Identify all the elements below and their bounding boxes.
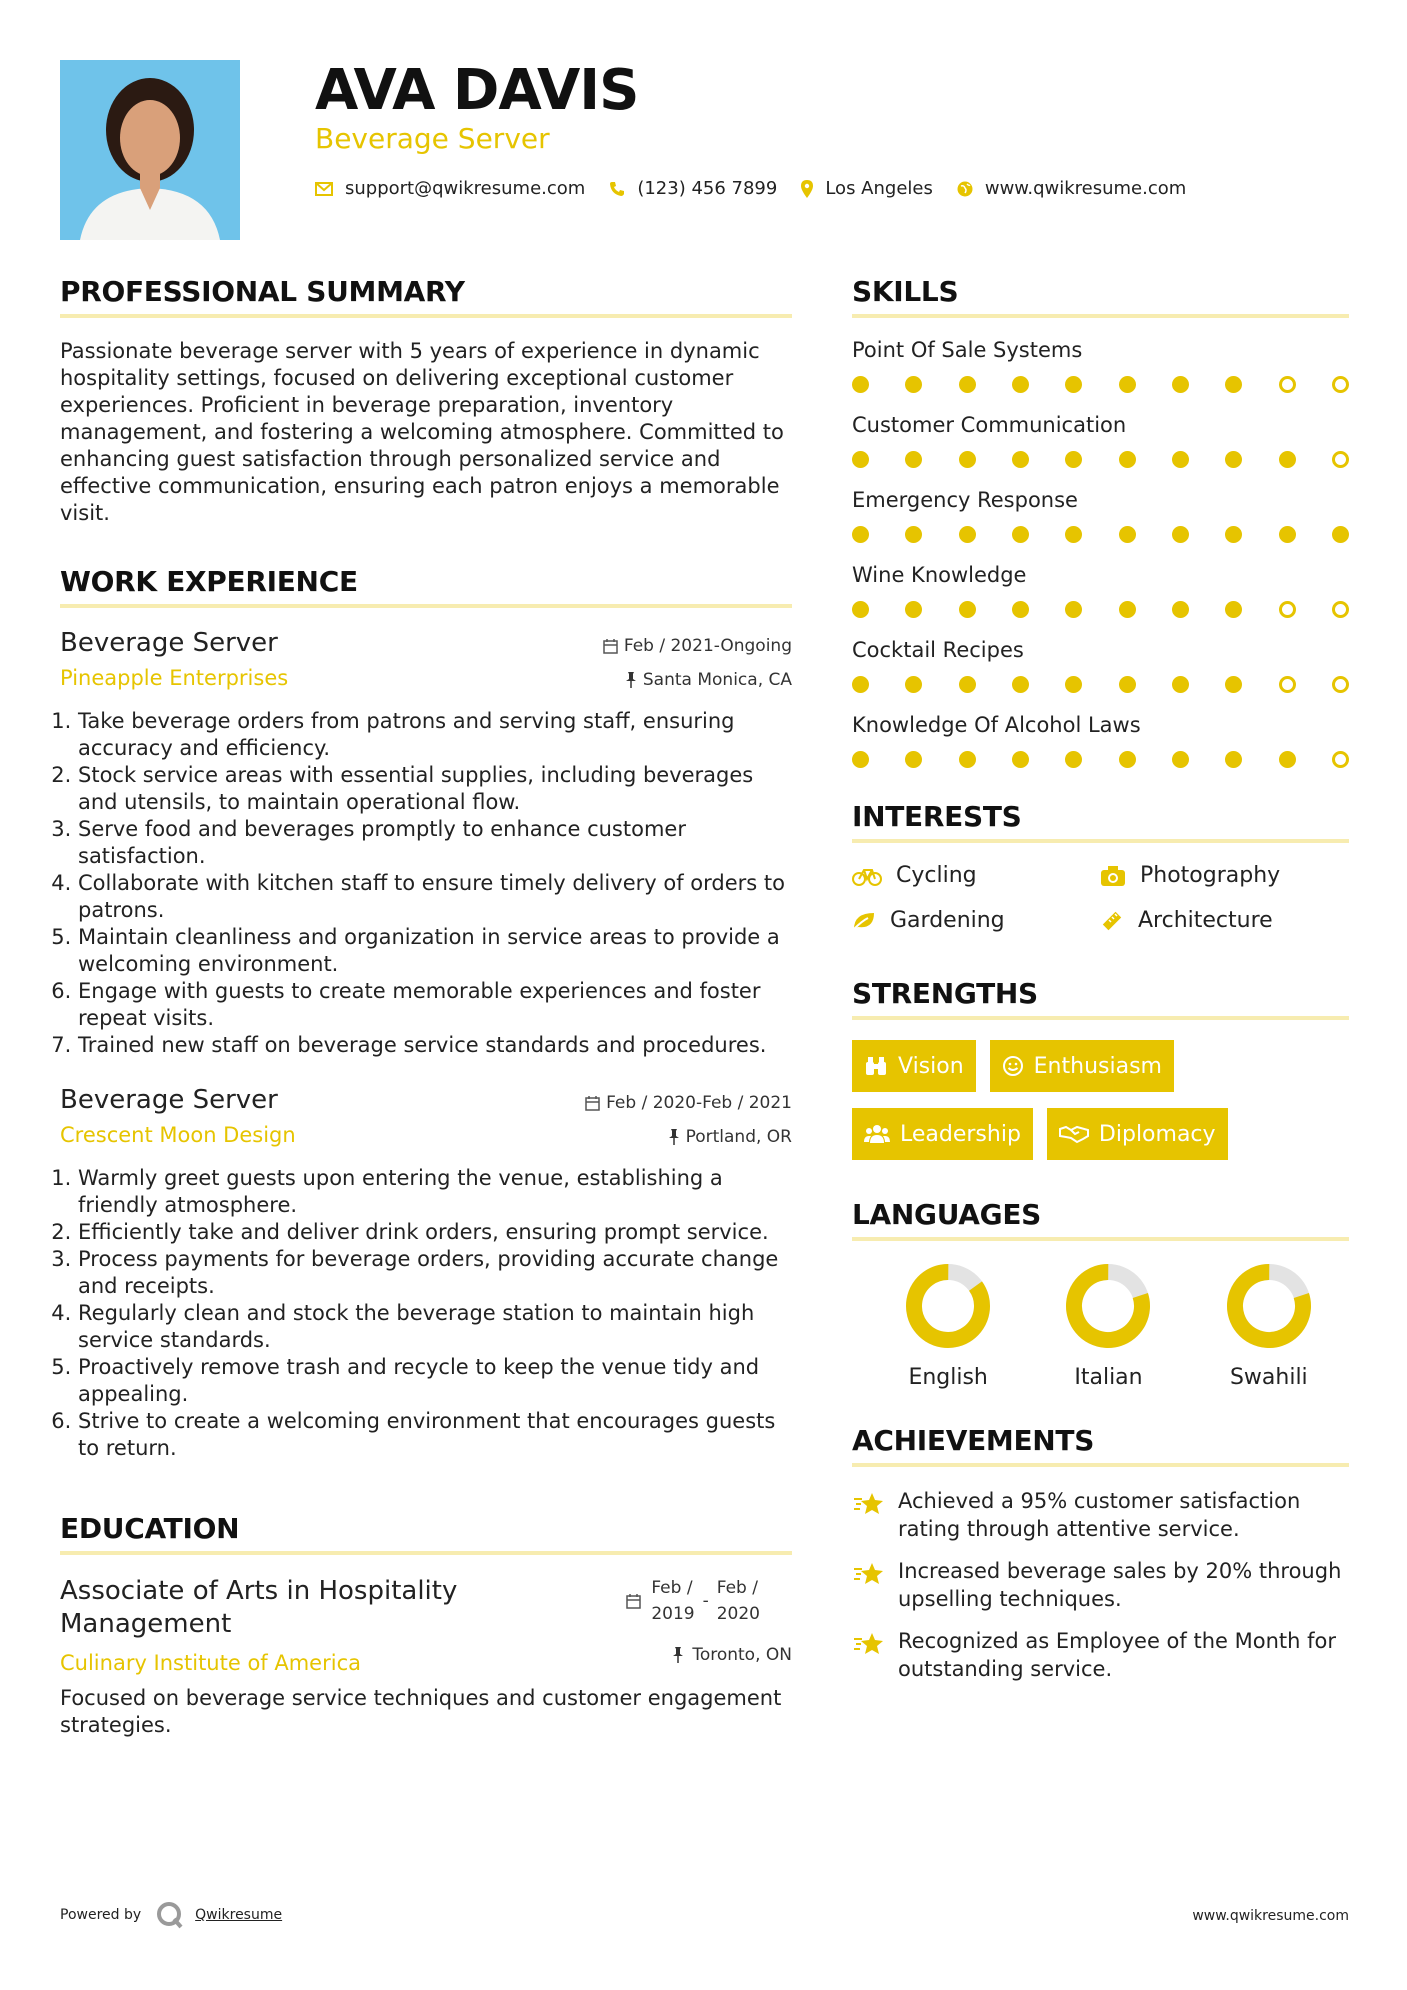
- skills-section: [852, 275, 1349, 768]
- achievements-heading: ACHIEVEMENTS: [852, 1424, 1349, 1467]
- rating-dot-filled: [1119, 376, 1136, 393]
- rating-dot-filled: [905, 676, 922, 693]
- left-column: [60, 275, 792, 1739]
- interests-heading: INTERESTS: [852, 800, 1349, 843]
- language-name: Swahili: [1229, 1365, 1308, 1390]
- rating-dot-filled: [1225, 601, 1242, 618]
- rating-dot-filled: [1172, 751, 1189, 768]
- education-location: Toronto, ON: [672, 1645, 792, 1665]
- achievement-item: Recognized as Employee of the Month for outstanding service.: [852, 1627, 1349, 1683]
- contact-email[interactable]: support@qwikresume.com: [315, 178, 585, 199]
- job-company: Pineapple Enterprises: [60, 666, 289, 690]
- list-item: 5. Maintain cleanliness and organization in service areas to provide a welcoming environment.: [78, 924, 792, 978]
- rating-dot-filled: [959, 676, 976, 693]
- pushpin-icon: [625, 672, 637, 688]
- language-item: [868, 1261, 1028, 1390]
- rating-dot-empty: [1279, 601, 1296, 618]
- skill-name: Wine Knowledge: [852, 563, 1027, 587]
- rating-dot-filled: [1065, 451, 1082, 468]
- rating-dot-filled: [1172, 676, 1189, 693]
- interest-item: Cycling: [852, 863, 1100, 888]
- job-location: Portland, OR: [668, 1127, 792, 1147]
- strength-badge: Leadership: [852, 1108, 1033, 1160]
- job-entry: [60, 628, 792, 1059]
- rating-dot-filled: [1065, 751, 1082, 768]
- contact-bar: [315, 178, 1210, 199]
- job-company: Crescent Moon Design: [60, 1123, 296, 1147]
- list-item: 7. Trained new staff on beverage service standards and procedures.: [78, 1032, 792, 1059]
- language-ring: [1063, 1261, 1153, 1351]
- ruler-icon: [1100, 909, 1124, 933]
- rating-dot-filled: [1172, 526, 1189, 543]
- rating-dot-filled: [852, 751, 869, 768]
- pushpin-icon: [672, 1647, 684, 1663]
- rating-dot-filled: [1332, 526, 1349, 543]
- rating-dot-filled: [1012, 676, 1029, 693]
- rating-dot-empty: [1332, 451, 1349, 468]
- rating-dot-filled: [1012, 526, 1029, 543]
- pushpin-icon: [668, 1129, 680, 1145]
- interest-item: Architecture: [1100, 908, 1348, 933]
- star-icon: [852, 1561, 886, 1587]
- rating-dot-filled: [905, 376, 922, 393]
- rating-dot-filled: [959, 451, 976, 468]
- contact-website[interactable]: www.qwikresume.com: [957, 178, 1186, 199]
- skill-rating: [852, 526, 1349, 543]
- summary-text: Passionate beverage server with 5 years of experience in dynamic hospitality settings, focused on delivering exceptional customer experiences. Proficient in beverage preparation, inventory management, and fostering a welcoming atmosphere. Committed to enhancing guest satisfaction through personalized service and effective communication, ensuring each patron enjoys a memorable visit.: [60, 339, 784, 525]
- rating-dot-filled: [1065, 676, 1082, 693]
- skill-name: Point Of Sale Systems: [852, 338, 1083, 362]
- star-icon: [852, 1631, 886, 1657]
- summary-heading: PROFESSIONAL SUMMARY: [60, 275, 792, 318]
- list-item: 6. Strive to create a welcoming environment that encourages guests to return.: [78, 1408, 792, 1462]
- rating-dot-filled: [1012, 376, 1029, 393]
- users-icon: [864, 1124, 890, 1144]
- strength-badge: Vision: [852, 1040, 976, 1092]
- strength-badge: Diplomacy: [1047, 1108, 1228, 1160]
- rating-dot-filled: [905, 601, 922, 618]
- skill-item: [852, 713, 1349, 768]
- skill-rating: [852, 751, 1349, 768]
- list-item: 2. Stock service areas with essential supplies, including beverages and utensils, to maintain operational flow.: [78, 762, 792, 816]
- contact-location: Los Angeles: [801, 178, 933, 199]
- interests-section: [852, 800, 1349, 933]
- smile-icon: [1002, 1055, 1024, 1077]
- envelope-icon: [315, 182, 333, 196]
- language-ring: [1224, 1261, 1314, 1351]
- rating-dot-filled: [905, 451, 922, 468]
- rating-dot-filled: [1279, 526, 1296, 543]
- profile-photo: [60, 60, 240, 240]
- rating-dot-filled: [1119, 751, 1136, 768]
- rating-dot-filled: [1065, 601, 1082, 618]
- rating-dot-filled: [852, 451, 869, 468]
- rating-dot-filled: [959, 526, 976, 543]
- language-item: [1028, 1261, 1188, 1390]
- list-item: 6. Engage with guests to create memorable experiences and foster repeat visits.: [78, 978, 792, 1032]
- summary-section: [60, 275, 792, 527]
- list-item: 2. Efficiently take and deliver drink orders, ensuring prompt service.: [78, 1219, 792, 1246]
- interest-item: Photography: [1100, 863, 1348, 888]
- job-duties: [60, 1165, 792, 1462]
- rating-dot-filled: [1172, 601, 1189, 618]
- education-dates: Feb / 2019 - Feb / 2020: [626, 1575, 760, 1627]
- job-date: Feb / 2021-Ongoing: [603, 636, 792, 656]
- candidate-title: Beverage Server: [315, 122, 550, 155]
- language-item: [1189, 1261, 1349, 1390]
- list-item: 1. Take beverage orders from patrons and serving staff, ensuring accuracy and efficiency.: [78, 708, 792, 762]
- interest-item: Gardening: [852, 908, 1100, 933]
- rating-dot-filled: [1225, 376, 1242, 393]
- rating-dot-filled: [1225, 676, 1242, 693]
- qwikresume-link[interactable]: Qwikresume: [195, 1907, 283, 1923]
- calendar-icon: [585, 1096, 600, 1111]
- job-entry: [60, 1085, 792, 1462]
- skill-name: Emergency Response: [852, 488, 1078, 512]
- rating-dot-filled: [852, 676, 869, 693]
- skill-rating: [852, 601, 1349, 618]
- skills-heading: SKILLS: [852, 275, 1349, 318]
- skill-name: Knowledge Of Alcohol Laws: [852, 713, 1141, 737]
- experience-heading: WORK EXPERIENCE: [60, 565, 792, 608]
- rating-dot-empty: [1279, 376, 1296, 393]
- job-title: Beverage Server: [60, 628, 278, 658]
- languages-heading: LANGUAGES: [852, 1198, 1349, 1241]
- language-ring-fill: [903, 1261, 993, 1351]
- strengths-heading: STRENGTHS: [852, 977, 1349, 1020]
- skill-item: [852, 638, 1349, 693]
- rating-dot-filled: [1225, 751, 1242, 768]
- rating-dot-filled: [1279, 451, 1296, 468]
- skill-item: [852, 413, 1349, 468]
- rating-dot-filled: [1119, 676, 1136, 693]
- job-location: Santa Monica, CA: [625, 670, 792, 690]
- strengths-section: [852, 977, 1349, 1160]
- footer-powered-by: Powered by Qwikresume: [60, 1900, 282, 1930]
- rating-dot-filled: [1012, 451, 1029, 468]
- rating-dot-filled: [1172, 451, 1189, 468]
- rating-dot-filled: [905, 526, 922, 543]
- rating-dot-filled: [852, 601, 869, 618]
- star-icon: [852, 1491, 886, 1517]
- rating-dot-empty: [1332, 376, 1349, 393]
- degree-title: Associate of Arts in Hospitality Management: [60, 1576, 458, 1639]
- skill-rating: [852, 376, 1349, 393]
- rating-dot-filled: [852, 526, 869, 543]
- rating-dot-filled: [1225, 526, 1242, 543]
- rating-dot-empty: [1279, 676, 1296, 693]
- rating-dot-filled: [959, 376, 976, 393]
- list-item: 5. Proactively remove trash and recycle to keep the venue tidy and appealing.: [78, 1354, 792, 1408]
- experience-section: [60, 565, 792, 1462]
- camera-icon: [1100, 865, 1126, 887]
- skill-item: [852, 338, 1349, 393]
- rating-dot-filled: [905, 751, 922, 768]
- map-pin-icon: [801, 180, 813, 198]
- rating-dot-filled: [1065, 526, 1082, 543]
- rating-dot-empty: [1332, 676, 1349, 693]
- job-title: Beverage Server: [60, 1085, 278, 1115]
- skill-name: Customer Communication: [852, 413, 1127, 437]
- rating-dot-filled: [852, 376, 869, 393]
- education-description: Focused on beverage service techniques and customer engagement strategies.: [60, 1686, 782, 1737]
- rating-dot-empty: [1332, 751, 1349, 768]
- rating-dot-filled: [1119, 526, 1136, 543]
- list-item: 1. Warmly greet guests upon entering the venue, establishing a friendly atmosphere.: [78, 1165, 792, 1219]
- school-name: Culinary Institute of America: [60, 1651, 361, 1675]
- languages-section: [852, 1198, 1349, 1390]
- rating-dot-filled: [1172, 376, 1189, 393]
- calendar-icon: [626, 1594, 641, 1609]
- achievement-item: Achieved a 95% customer satisfaction rating through attentive service.: [852, 1487, 1349, 1543]
- footer-url[interactable]: www.qwikresume.com: [1192, 1908, 1349, 1924]
- achievement-item: Increased beverage sales by 20% through upselling techniques.: [852, 1557, 1349, 1613]
- achievements-section: [852, 1424, 1349, 1683]
- qwikresume-logo-icon: [155, 1900, 185, 1930]
- rating-dot-filled: [1279, 751, 1296, 768]
- rating-dot-empty: [1332, 601, 1349, 618]
- rating-dot-filled: [1225, 451, 1242, 468]
- rating-dot-filled: [1012, 751, 1029, 768]
- rating-dot-filled: [1119, 601, 1136, 618]
- language-ring: [903, 1261, 993, 1351]
- skill-name: Cocktail Recipes: [852, 638, 1024, 662]
- rating-dot-filled: [959, 601, 976, 618]
- skill-rating: [852, 451, 1349, 468]
- language-name: English: [908, 1365, 988, 1390]
- list-item: 3. Serve food and beverages promptly to enhance customer satisfaction.: [78, 816, 792, 870]
- bicycle-icon: [852, 866, 882, 886]
- education-section: [60, 1512, 792, 1739]
- skill-rating: [852, 676, 1349, 693]
- list-item: 4. Collaborate with kitchen staff to ensure timely delivery of orders to patrons.: [78, 870, 792, 924]
- rating-dot-filled: [1119, 451, 1136, 468]
- handshake-icon: [1059, 1124, 1089, 1144]
- job-date: Feb / 2020-Feb / 2021: [585, 1093, 792, 1113]
- language-name: Italian: [1074, 1365, 1143, 1390]
- calendar-icon: [603, 639, 618, 654]
- strength-badge: Enthusiasm: [990, 1040, 1174, 1092]
- contact-phone[interactable]: (123) 456 7899: [609, 178, 777, 199]
- binoculars-icon: [864, 1056, 888, 1076]
- skill-item: [852, 488, 1349, 543]
- globe-icon: [957, 181, 973, 197]
- language-ring-fill: [1066, 1263, 1152, 1349]
- education-heading: EDUCATION: [60, 1512, 792, 1555]
- right-column: [852, 275, 1349, 1697]
- skill-item: [852, 563, 1349, 618]
- job-duties: [60, 708, 792, 1059]
- rating-dot-filled: [1012, 601, 1029, 618]
- list-item: 3. Process payments for beverage orders, providing accurate change and receipts.: [78, 1246, 792, 1300]
- phone-icon: [609, 181, 625, 197]
- rating-dot-filled: [959, 751, 976, 768]
- language-ring-fill: [1226, 1263, 1312, 1349]
- list-item: 4. Regularly clean and stock the beverage station to maintain high service standards.: [78, 1300, 792, 1354]
- candidate-name: AVA DAVIS: [315, 58, 639, 123]
- rating-dot-filled: [1065, 376, 1082, 393]
- leaf-icon: [852, 911, 876, 931]
